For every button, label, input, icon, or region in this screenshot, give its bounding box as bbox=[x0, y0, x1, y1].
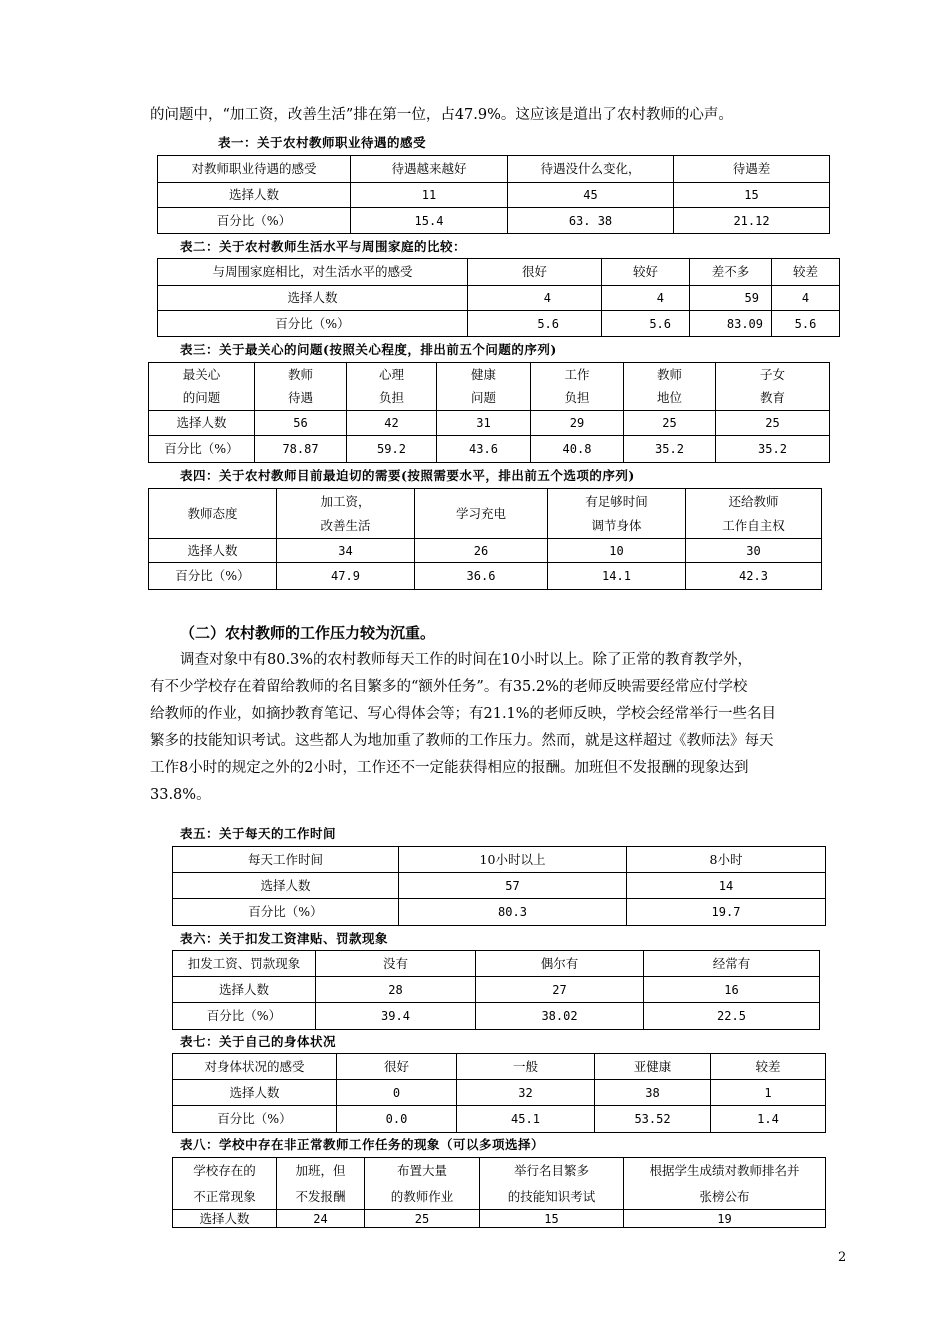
table3-cell: 25 bbox=[716, 411, 830, 436]
table5-cell: 选择人数 bbox=[173, 873, 399, 899]
table7-header-cell: 较差 bbox=[711, 1054, 826, 1080]
table6-cell: 27 bbox=[476, 977, 644, 1003]
table7-cell: 32 bbox=[457, 1080, 595, 1106]
table3-header-line: 教育 bbox=[759, 390, 785, 405]
table3-header-line: 心理 bbox=[378, 367, 404, 382]
table8-header-line: 加班，但 bbox=[295, 1162, 346, 1178]
table6-cell: 选择人数 bbox=[173, 977, 316, 1003]
table1-caption: 表一：关于农村教师职业待遇的感受 bbox=[218, 135, 427, 150]
table5-header-cell: 8小时 bbox=[627, 847, 826, 873]
table1-cell: 63. 38 bbox=[508, 208, 674, 234]
table3-header-line: 子女 bbox=[759, 367, 785, 382]
table2-header-cell: 较差 bbox=[772, 259, 840, 286]
table3-header-line: 最关心 bbox=[182, 367, 221, 382]
table7-row bbox=[173, 1080, 826, 1106]
table4-cell: 26 bbox=[415, 539, 548, 563]
table8-header-line: 不正常现象 bbox=[193, 1188, 256, 1204]
table8 bbox=[172, 1157, 826, 1228]
table7-caption: 表七：关于自己的身体状况 bbox=[180, 1034, 337, 1049]
table2-caption: 表二：关于农村教师生活水平与周围家庭的比较： bbox=[180, 239, 467, 254]
section2-paragraph-line: 有不少学校存在着留给教师的名目繁多的“额外任务”。有35.2%的老师反映需要经常应付学校 bbox=[150, 679, 748, 695]
table6-cell: 22.5 bbox=[644, 1003, 820, 1030]
table8-cell: 24 bbox=[277, 1210, 365, 1228]
table8-row bbox=[173, 1210, 826, 1228]
table8-header-cell bbox=[277, 1158, 365, 1210]
table8-header-line: 举行名目繁多 bbox=[513, 1162, 589, 1178]
table8-header-cell bbox=[365, 1158, 480, 1210]
section2-paragraph-line: 33.8%。 bbox=[150, 787, 211, 803]
table7-header-row bbox=[173, 1054, 826, 1080]
table7-cell: 0.0 bbox=[337, 1106, 457, 1133]
table5-row bbox=[173, 899, 826, 926]
section2-paragraph-line: 调查对象中有80.3%的农村教师每天工作的时间在10小时以上。除了正常的教育教学外， bbox=[180, 652, 753, 668]
table1-cell: 21.12 bbox=[674, 208, 830, 234]
table8-header-line: 的教师作业 bbox=[390, 1188, 454, 1204]
table4-header-cell bbox=[548, 489, 686, 539]
section2-paragraph-line: 给教师的作业，如摘抄教育笔记、写心得体会等；有21.1%的老师反映，学校会经常举行一些名目 bbox=[150, 706, 777, 722]
table1-cell: 15 bbox=[674, 183, 830, 208]
table4-cell: 选择人数 bbox=[149, 539, 277, 563]
table4-cell: 14.1 bbox=[548, 563, 686, 590]
table6-cell: 39.4 bbox=[316, 1003, 476, 1030]
table2-cell: 83.09 bbox=[690, 311, 772, 337]
table6-header-row bbox=[173, 951, 820, 977]
table1-cell: 15.4 bbox=[351, 208, 508, 234]
table4-header-cell bbox=[686, 489, 822, 539]
table8-header-line: 不发报酬 bbox=[295, 1188, 346, 1204]
page-number: 2 bbox=[838, 1250, 847, 1265]
table4-cell: 42.3 bbox=[686, 563, 822, 590]
table7-cell: 1 bbox=[711, 1080, 826, 1106]
table7-cell: 0 bbox=[337, 1080, 457, 1106]
table2-header-row bbox=[158, 259, 840, 286]
table2 bbox=[157, 258, 840, 337]
table3-cell: 78.87 bbox=[255, 436, 347, 463]
table2-cell: 百分比（%） bbox=[158, 311, 468, 337]
table4-header-cell: 学习充电 bbox=[415, 489, 548, 539]
table3-cell: 29 bbox=[531, 411, 624, 436]
table4-cell: 30 bbox=[686, 539, 822, 563]
table4-row bbox=[149, 539, 822, 563]
table2-row bbox=[158, 311, 840, 337]
table3-cell: 40.8 bbox=[531, 436, 624, 463]
section2-paragraph-line: 工作8小时的规定之外的2小时，工作还不一定能获得相应的报酬。加班但不发报酬的现象达到 bbox=[150, 760, 749, 776]
table8-cell: 19 bbox=[624, 1210, 826, 1228]
table3-header-line: 负担 bbox=[378, 390, 404, 405]
table7-header-cell: 对身体状况的感受 bbox=[173, 1054, 337, 1080]
table2-cell: 59 bbox=[690, 286, 772, 311]
table5-header-cell: 每天工作时间 bbox=[173, 847, 399, 873]
table5-header-cell: 10小时以上 bbox=[399, 847, 627, 873]
table3-header-line: 待遇 bbox=[287, 390, 313, 405]
table3-cell: 31 bbox=[437, 411, 531, 436]
table2-header-cell: 较好 bbox=[602, 259, 690, 286]
table4-header-row bbox=[149, 489, 822, 539]
table8-header-cell bbox=[624, 1158, 826, 1210]
table1-cell: 11 bbox=[351, 183, 508, 208]
table8-caption: 表八：学校中存在非正常教师工作任务的现象（可以多项选择） bbox=[180, 1137, 545, 1152]
table4-cell: 10 bbox=[548, 539, 686, 563]
table2-cell: 5.6 bbox=[468, 311, 602, 337]
table8-header-line: 根据学生成绩对教师排名并 bbox=[649, 1162, 800, 1178]
table3-header-line: 的问题 bbox=[182, 390, 221, 405]
table3-header-cell bbox=[624, 363, 716, 411]
table2-cell: 4 bbox=[468, 286, 602, 311]
table3-header-cell bbox=[716, 363, 830, 411]
table6-header-cell: 没有 bbox=[316, 951, 476, 977]
table1-cell: 45 bbox=[508, 183, 674, 208]
table1 bbox=[157, 155, 830, 234]
table7-cell: 38 bbox=[595, 1080, 711, 1106]
table3-cell: 42 bbox=[347, 411, 437, 436]
table8-header-line: 学校存在的 bbox=[193, 1162, 256, 1178]
table3 bbox=[148, 362, 830, 463]
table3-row bbox=[149, 411, 830, 436]
table7-cell: 选择人数 bbox=[173, 1080, 337, 1106]
table3-header-cell bbox=[149, 363, 255, 411]
table1-header-cell: 待遇没什么变化， bbox=[508, 156, 674, 183]
table5-row bbox=[173, 873, 826, 899]
table3-cell: 35.2 bbox=[624, 436, 716, 463]
table4-header-cell bbox=[277, 489, 415, 539]
table3-header-line: 教师 bbox=[656, 367, 682, 382]
table3-header-line: 地位 bbox=[656, 390, 682, 405]
table6-row bbox=[173, 1003, 820, 1030]
table6-caption: 表六：关于扣发工资津贴、罚款现象 bbox=[180, 931, 389, 946]
table4-header-line: 工作自主权 bbox=[722, 517, 785, 533]
table3-caption: 表三：关于最关心的问题(按照关心程度，排出前五个问题的序列) bbox=[180, 342, 557, 357]
table1-cell: 选择人数 bbox=[158, 183, 351, 208]
table3-header-cell bbox=[437, 363, 531, 411]
table5-cell: 19.7 bbox=[627, 899, 826, 926]
table3-cell: 35.2 bbox=[716, 436, 830, 463]
table6-header-cell: 经常有 bbox=[644, 951, 820, 977]
table5-header-row bbox=[173, 847, 826, 873]
table5-cell: 百分比（%） bbox=[173, 899, 399, 926]
table2-header-cell: 差不多 bbox=[690, 259, 772, 286]
table8-header-line: 的技能知识考试 bbox=[507, 1188, 596, 1204]
section2-paragraph-line: 繁多的技能知识考试。这些都人为地加重了教师的工作压力。然而，就是这样超过《教师法》每天 bbox=[150, 733, 774, 749]
table2-cell: 5.6 bbox=[602, 311, 690, 337]
table6 bbox=[172, 950, 820, 1030]
table8-header-line: 张榜公布 bbox=[699, 1188, 750, 1204]
table3-header-line: 负担 bbox=[564, 390, 590, 405]
table5-cell: 57 bbox=[399, 873, 627, 899]
table6-cell: 38.02 bbox=[476, 1003, 644, 1030]
table2-cell: 选择人数 bbox=[158, 286, 468, 311]
table4-cell: 36.6 bbox=[415, 563, 548, 590]
table1-header-cell: 待遇越来越好 bbox=[351, 156, 508, 183]
table7-cell: 53.52 bbox=[595, 1106, 711, 1133]
table7-header-cell: 很好 bbox=[337, 1054, 457, 1080]
table3-cell: 25 bbox=[624, 411, 716, 436]
table4-header-line: 调节身体 bbox=[591, 517, 642, 533]
table4-cell: 34 bbox=[277, 539, 415, 563]
table7 bbox=[172, 1053, 826, 1133]
table7-cell: 1.4 bbox=[711, 1106, 826, 1133]
table6-row bbox=[173, 977, 820, 1003]
table2-header-cell: 很好 bbox=[468, 259, 602, 286]
table1-header-cell: 待遇差 bbox=[674, 156, 830, 183]
table5 bbox=[172, 846, 826, 926]
table3-header-line: 问题 bbox=[470, 390, 496, 405]
table5-cell: 14 bbox=[627, 873, 826, 899]
table3-header-cell bbox=[255, 363, 347, 411]
table8-header-line: 布置大量 bbox=[396, 1162, 447, 1178]
table4-header-line: 加工资， bbox=[320, 493, 371, 509]
table8-cell: 选择人数 bbox=[173, 1210, 277, 1228]
intro-line: 的问题中，“加工资，改善生活”排在第一位，占47.9%。这应该是道出了农村教师的心声。 bbox=[150, 107, 733, 123]
table4-caption: 表四：关于农村教师目前最迫切的需要(按照需要水平，排出前五个选项的序列) bbox=[180, 468, 635, 483]
table1-header-row bbox=[158, 156, 830, 183]
table2-header-cell: 与周围家庭相比，对生活水平的感受 bbox=[158, 259, 468, 286]
table2-cell: 4 bbox=[602, 286, 690, 311]
table4-header-line: 还给教师 bbox=[728, 493, 779, 509]
table8-header-row bbox=[173, 1158, 826, 1210]
table3-cell: 43.6 bbox=[437, 436, 531, 463]
table4-cell: 47.9 bbox=[277, 563, 415, 590]
table7-cell: 45.1 bbox=[457, 1106, 595, 1133]
table6-cell: 28 bbox=[316, 977, 476, 1003]
table4-cell: 百分比（%） bbox=[149, 563, 277, 590]
table1-cell: 百分比（%） bbox=[158, 208, 351, 234]
table3-cell: 选择人数 bbox=[149, 411, 255, 436]
table7-header-cell: 亚健康 bbox=[595, 1054, 711, 1080]
table4 bbox=[148, 488, 822, 590]
table7-row bbox=[173, 1106, 826, 1133]
table8-header-cell bbox=[480, 1158, 624, 1210]
table3-header-line: 教师 bbox=[287, 367, 313, 382]
table3-header-line: 工作 bbox=[564, 367, 590, 382]
table8-cell: 15 bbox=[480, 1210, 624, 1228]
table1-row bbox=[158, 208, 830, 234]
table3-header-line: 健康 bbox=[470, 367, 496, 382]
table4-row bbox=[149, 563, 822, 590]
table3-cell: 59.2 bbox=[347, 436, 437, 463]
table2-cell: 4 bbox=[772, 286, 840, 311]
table3-cell: 百分比（%） bbox=[149, 436, 255, 463]
table6-cell: 16 bbox=[644, 977, 820, 1003]
table2-row bbox=[158, 286, 840, 311]
table8-header-cell bbox=[173, 1158, 277, 1210]
table1-row bbox=[158, 183, 830, 208]
table3-header-row bbox=[149, 363, 830, 411]
table3-header-cell bbox=[531, 363, 624, 411]
table1-header-cell: 对教师职业待遇的感受 bbox=[158, 156, 351, 183]
table6-cell: 百分比（%） bbox=[173, 1003, 316, 1030]
section2-heading: （二）农村教师的工作压力较为沉重。 bbox=[180, 624, 436, 642]
table7-cell: 百分比（%） bbox=[173, 1106, 337, 1133]
table7-header-cell: 一般 bbox=[457, 1054, 595, 1080]
table6-header-cell: 偶尔有 bbox=[476, 951, 644, 977]
table8-cell: 25 bbox=[365, 1210, 480, 1228]
table3-cell: 56 bbox=[255, 411, 347, 436]
table5-caption: 表五：关于每天的工作时间 bbox=[180, 826, 337, 841]
table6-header-cell: 扣发工资、罚款现象 bbox=[173, 951, 316, 977]
table5-cell: 80.3 bbox=[399, 899, 627, 926]
table4-header-line: 改善生活 bbox=[320, 517, 371, 533]
table4-header-cell: 教师态度 bbox=[149, 489, 277, 539]
table3-header-cell bbox=[347, 363, 437, 411]
table4-header-line: 有足够时间 bbox=[585, 493, 648, 509]
table3-row bbox=[149, 436, 830, 463]
table2-cell: 5.6 bbox=[772, 311, 840, 337]
